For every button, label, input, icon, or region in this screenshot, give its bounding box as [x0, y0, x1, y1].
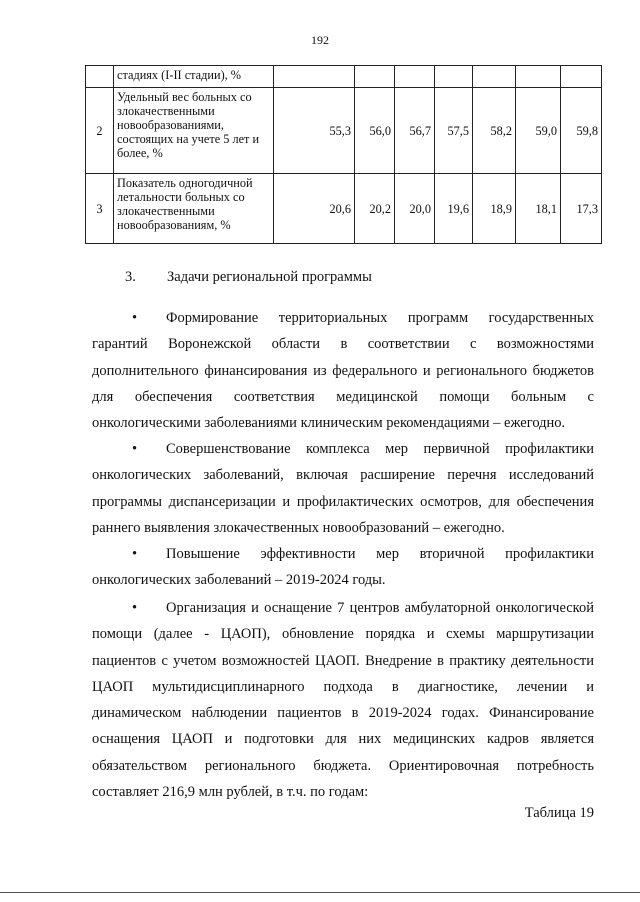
value-cell — [274, 66, 355, 88]
value-cell: 19,6 — [435, 174, 473, 244]
table-row — [86, 66, 602, 88]
indicators-table — [85, 65, 602, 244]
value-cell: 56,0 — [355, 88, 395, 174]
value-cell: 56,7 — [395, 88, 435, 174]
value-cell: 59,0 — [516, 88, 561, 174]
list-item-text: Совершенствование комплекса мер первичной профилактики онкологических заболеваний, включая расширение перечня исследований программы диспансеризации и профилактических осмотров, для обеспечения раннего выявления злокачественных новообразований – ежегодно. — [92, 441, 594, 536]
bullet-icon: • — [132, 600, 138, 616]
value-cell — [355, 66, 395, 88]
indicator-cell: Удельный вес больных со злокачественными новообразованиями, состоящих на учете 5 лет и более, % — [114, 88, 274, 174]
list-item-text: Повышение эффективности мер вторичной профилактики онкологических заболеваний – 2019-2024 годы. — [92, 546, 594, 589]
table-row — [86, 88, 602, 174]
value-cell: 18,1 — [516, 174, 561, 244]
list-item — [92, 305, 594, 436]
row-number — [86, 66, 114, 88]
value-cell: 20,0 — [395, 174, 435, 244]
row-number: 3 — [86, 174, 114, 244]
indicator-cell: стадиях (I-II стадии), % — [114, 66, 274, 88]
list-item — [92, 436, 594, 541]
value-cell: 17,3 — [561, 174, 602, 244]
list-item — [92, 541, 594, 594]
value-cell: 18,9 — [473, 174, 516, 244]
page-bottom-divider — [0, 892, 640, 893]
list-item-text: Организация и оснащение 7 центров амбулаторной онкологической помощи (далее - ЦАОП), обновление порядка и схемы маршрутизации пациентов с учетом возможностей ЦАОП. Внедрение в практику деятельности ЦАОП мультидисциплинарного подхода в диагностике, лечении и динамическом наблюдении пациентов в 2019-2024 годах. Финансирование оснащения ЦАОП и подготовки для них медицинских кадров является обязательством регионального бюджета. Ориентировочная потребность составляет 216,9 млн рублей, в т.ч. по годам: — [92, 600, 594, 801]
value-cell — [435, 66, 473, 88]
value-cell: 20,6 — [274, 174, 355, 244]
bullet-icon: • — [132, 310, 138, 326]
value-cell: 20,2 — [355, 174, 395, 244]
value-cell — [395, 66, 435, 88]
section-heading — [125, 269, 372, 286]
list-item-text: Формирование территориальных программ государственных гарантий Воронежской области в соответствии с возможностями дополнительного финансирования из федерального и регионального бюджетов для обеспечения соответствия медицинской помощи больным с онкологическими заболеваниями клиническим рекомендациями – ежегодно. — [92, 310, 594, 432]
value-cell — [561, 66, 602, 88]
row-number: 2 — [86, 88, 114, 174]
list-item — [92, 595, 594, 805]
value-cell — [473, 66, 516, 88]
bullet-icon: • — [132, 546, 138, 562]
value-cell: 55,3 — [274, 88, 355, 174]
indicator-cell: Показатель одногодичной летальности больных со злокачественными новообразованиям, % — [114, 174, 274, 244]
page-number: 192 — [311, 33, 329, 47]
value-cell: 57,5 — [435, 88, 473, 174]
bullet-icon: • — [132, 441, 138, 457]
section-number: 3. — [125, 269, 136, 285]
table-row — [86, 174, 602, 244]
table-caption: Таблица 19 — [524, 805, 594, 821]
value-cell: 58,2 — [473, 88, 516, 174]
value-cell — [516, 66, 561, 88]
section-title: Задачи региональной программы — [167, 269, 372, 285]
value-cell: 59,8 — [561, 88, 602, 174]
